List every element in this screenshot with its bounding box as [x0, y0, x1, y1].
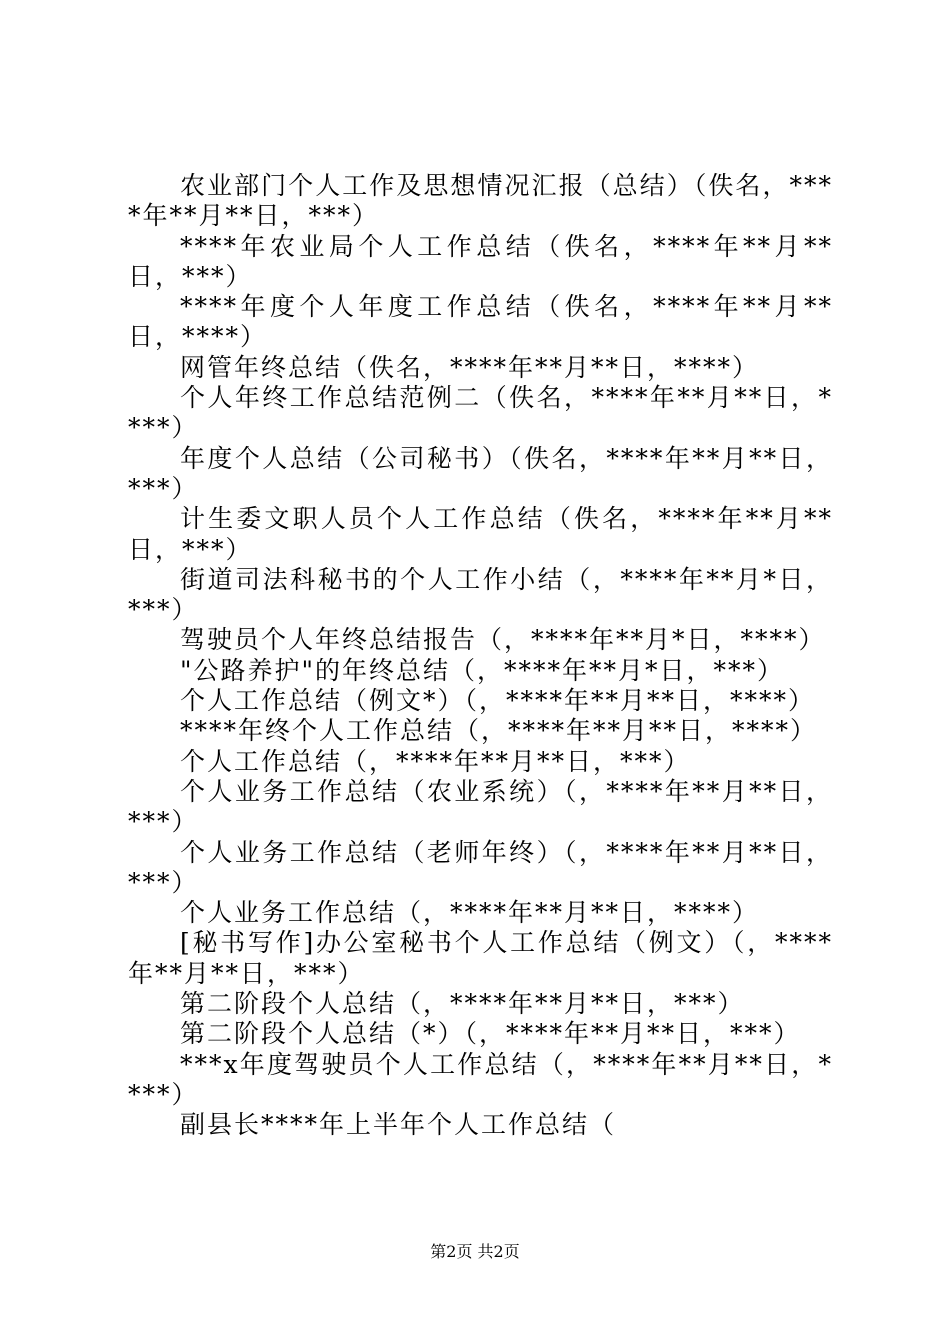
entry-11: 个人工作总结（例文*）（，****年**月**日，****） [180, 686, 816, 716]
entry-20: ***x年度驾驶员个人工作总结（，****年**月**日，****） [128, 1049, 833, 1109]
entry-15: 个人业务工作总结（老师年终）（，****年**月**日，***） [128, 837, 833, 897]
entry-8: 街道司法科秘书的个人工作小结（，****年**月*日，***） [128, 564, 833, 625]
entry-6: 年度个人总结（公司秘书）（佚名，****年**月**日，***） [128, 443, 833, 503]
entry-18: 第二阶段个人总结（，****年**月**日，***） [180, 989, 745, 1019]
entry-21: 副县长****年上半年个人工作总结（ [180, 1110, 617, 1140]
entry-9: 驾驶员个人年终总结报告（，****年**月*日，****） [180, 625, 826, 655]
document-body [128, 171, 833, 1141]
entry-12: ****年终个人工作总结（，****年**月**日，****） [180, 716, 818, 746]
entry-2: ****年农业局个人工作总结（佚名，****年**月**日，***） [128, 231, 833, 291]
page-footer: 第2页 共2页 [430, 1242, 520, 1261]
entry-16: 个人业务工作总结（，****年**月**日，****） [180, 898, 760, 928]
entry-10: "公路养护"的年终总结（，****年**月*日，***） [180, 655, 784, 685]
entry-4: 网管年终总结（佚名，****年**月**日，****） [180, 352, 760, 382]
entry-14: 个人业务工作总结（农业系统）（，****年**月**日，***） [128, 776, 833, 837]
entry-1: 农业部门个人工作及思想情况汇报（总结）（佚名，****年**月**日，***） [128, 171, 833, 231]
entry-17: [秘书写作]办公室秘书个人工作总结（例文）（，****年**月**日，***） [128, 928, 833, 988]
entry-3: ****年度个人年度工作总结（佚名，****年**月**日，****） [128, 292, 833, 352]
entry-13: 个人工作总结（，****年**月**日，***） [180, 746, 691, 776]
entry-5: 个人年终工作总结范例二（佚名，****年**月**日，****） [128, 383, 833, 443]
entry-19: 第二阶段个人总结（*）（，****年**月**日，***） [180, 1019, 801, 1049]
entry-7: 计生委文职人员个人工作总结（佚名，****年**月**日，***） [128, 504, 833, 564]
